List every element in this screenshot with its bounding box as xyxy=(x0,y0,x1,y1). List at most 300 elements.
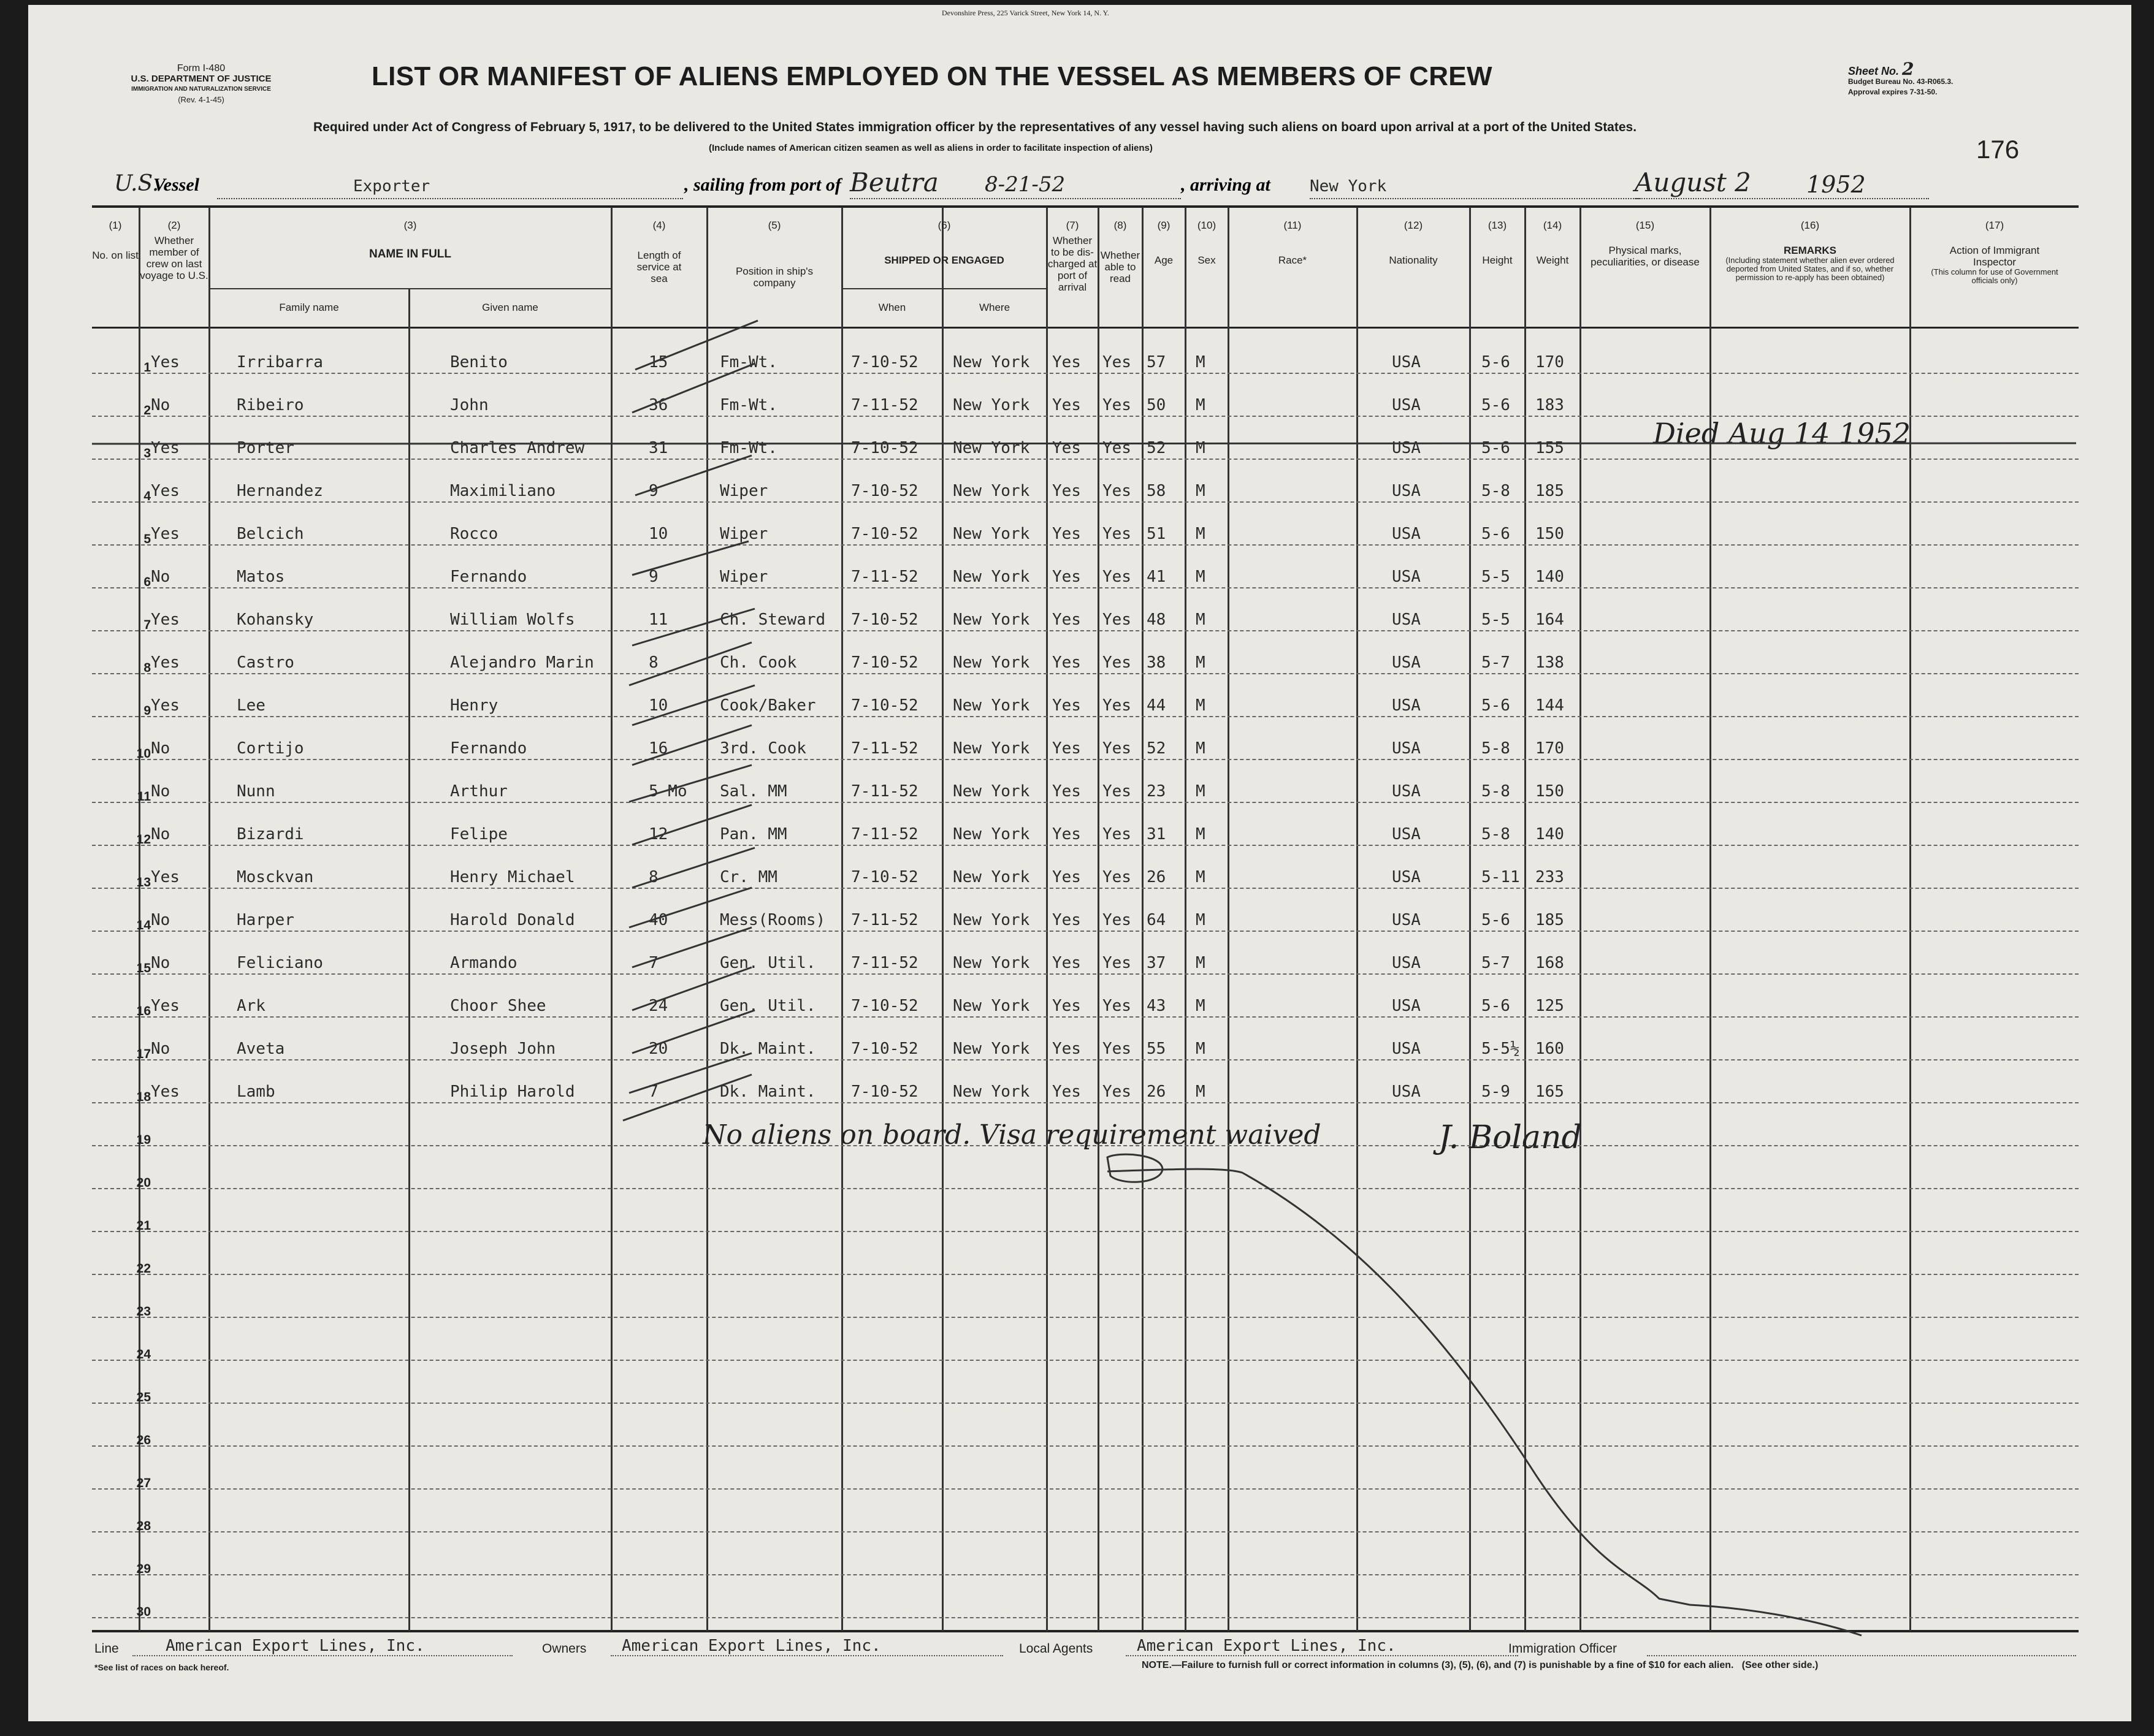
cell-shipped-when: 7-10-52 xyxy=(851,696,919,715)
cell-sex: M xyxy=(1196,911,1205,929)
cell-nationality: USA xyxy=(1392,353,1421,371)
row-number: 30 xyxy=(136,1605,151,1619)
row-rule xyxy=(92,1445,2079,1447)
local-agents-value: American Export Lines, Inc. xyxy=(1137,1637,1396,1655)
cell-age: 51 xyxy=(1147,525,1166,543)
cell-shipped-when: 7-10-52 xyxy=(851,1083,919,1101)
arriving-label: , arriving at xyxy=(1181,175,1270,195)
cell-family-name: Aveta xyxy=(237,1040,285,1058)
cell-shipped-where: New York xyxy=(953,782,1030,801)
cell-shipped-where: New York xyxy=(953,482,1030,500)
cell-nationality: USA xyxy=(1392,568,1421,586)
cell-yes-no: No xyxy=(151,739,170,758)
port-from: Beutra xyxy=(850,167,939,197)
cell-discharge: Yes xyxy=(1052,825,1081,843)
cell-nationality: USA xyxy=(1392,611,1421,629)
line-label: Line xyxy=(94,1642,119,1656)
cell-yes-no: Yes xyxy=(151,525,180,543)
cell-nationality: USA xyxy=(1392,696,1421,715)
cell-height: 5-5½ xyxy=(1481,1040,1520,1058)
cell-weight: 164 xyxy=(1535,611,1564,629)
cell-sex: M xyxy=(1196,439,1205,457)
cell-weight: 144 xyxy=(1535,696,1564,715)
cell-weight: 170 xyxy=(1535,353,1564,371)
row-rule xyxy=(92,673,2079,674)
col-3-header: (3) NAME IN FULL xyxy=(369,219,452,261)
cell-position: Fm-Wt. xyxy=(720,353,777,371)
col-10-header: (10) Sex xyxy=(1197,219,1216,266)
cell-family-name: Feliciano xyxy=(237,954,323,972)
cell-height: 5-11 xyxy=(1481,868,1520,886)
row-rule xyxy=(92,931,2079,932)
cell-service-length: 40 xyxy=(649,911,668,929)
cell-weight: 140 xyxy=(1535,825,1564,843)
row-number: 25 xyxy=(136,1390,151,1404)
cell-family-name: Porter xyxy=(237,439,294,457)
cell-given-name: Philip Harold xyxy=(450,1083,575,1101)
cell-yes-no: Yes xyxy=(151,868,180,886)
cell-given-name: Henry Michael xyxy=(450,868,575,886)
row-number: 18 xyxy=(136,1090,151,1104)
cell-position: Fm-Wt. xyxy=(720,439,777,457)
cell-sex: M xyxy=(1196,1083,1205,1101)
cell-able-to-read: Yes xyxy=(1102,439,1131,457)
cell-yes-no: No xyxy=(151,396,170,414)
cell-service-length: 12 xyxy=(649,825,668,843)
cell-height: 5-6 xyxy=(1481,396,1510,414)
cell-nationality: USA xyxy=(1392,439,1421,457)
cell-nationality: USA xyxy=(1392,782,1421,801)
row-number: 24 xyxy=(136,1347,151,1361)
cell-service-length: 9 xyxy=(649,568,659,586)
cell-shipped-when: 7-10-52 xyxy=(851,997,919,1015)
cell-sex: M xyxy=(1196,954,1205,972)
cell-height: 5-6 xyxy=(1481,911,1510,929)
row-number: 2 xyxy=(143,403,151,417)
cell-weight: 183 xyxy=(1535,396,1564,414)
immigration-officer-label: Immigration Officer xyxy=(1508,1642,1617,1656)
year: 1952 xyxy=(1806,171,1866,198)
cell-age: 41 xyxy=(1147,568,1166,586)
table-top-rule xyxy=(92,205,2079,208)
cell-weight: 138 xyxy=(1535,653,1564,672)
cell-shipped-when: 7-11-52 xyxy=(851,954,919,972)
cell-weight: 150 xyxy=(1535,525,1564,543)
cell-discharge: Yes xyxy=(1052,782,1081,801)
cell-nationality: USA xyxy=(1392,911,1421,929)
cell-discharge: Yes xyxy=(1052,396,1081,414)
cell-yes-no: No xyxy=(151,782,170,801)
cell-sex: M xyxy=(1196,396,1205,414)
col-7-header: (7) Whether to be dis-charged at port of arrival xyxy=(1047,219,1098,293)
row-rule xyxy=(92,1016,2079,1018)
row-number: 21 xyxy=(136,1219,151,1233)
cell-age: 26 xyxy=(1147,1083,1166,1101)
department: U.S. DEPARTMENT OF JUSTICE xyxy=(131,74,272,84)
cell-position: Wiper xyxy=(720,568,768,586)
cell-shipped-where: New York xyxy=(953,568,1030,586)
cell-height: 5-6 xyxy=(1481,353,1510,371)
cell-shipped-where: New York xyxy=(953,653,1030,672)
row-number: 13 xyxy=(136,875,151,889)
row-number: 5 xyxy=(143,532,151,546)
cell-weight: 165 xyxy=(1535,1083,1564,1101)
cell-sex: M xyxy=(1196,653,1205,672)
cell-able-to-read: Yes xyxy=(1102,1040,1131,1058)
cell-nationality: USA xyxy=(1392,739,1421,758)
form-number: Form I-480 xyxy=(177,63,226,74)
row-rule xyxy=(92,459,2079,460)
cell-family-name: Ribeiro xyxy=(237,396,304,414)
budget-bureau: Budget Bureau No. 43-R065.3. xyxy=(1848,77,1953,86)
cell-shipped-when: 7-11-52 xyxy=(851,739,919,758)
cell-family-name: Bizardi xyxy=(237,825,304,843)
row-rule xyxy=(92,802,2079,803)
cell-service-length: 8 xyxy=(649,653,659,672)
cell-given-name: Joseph John xyxy=(450,1040,556,1058)
cell-yes-no: Yes xyxy=(151,653,180,672)
cell-able-to-read: Yes xyxy=(1102,611,1131,629)
owners-label: Owners xyxy=(542,1642,587,1656)
cell-weight: 160 xyxy=(1535,1040,1564,1058)
cell-shipped-when: 7-11-52 xyxy=(851,911,919,929)
cell-height: 5-6 xyxy=(1481,696,1510,715)
cell-family-name: Matos xyxy=(237,568,285,586)
cell-weight: 140 xyxy=(1535,568,1564,586)
cell-shipped-where: New York xyxy=(953,1083,1030,1101)
row-rule xyxy=(92,630,2079,631)
col-17-header: (17) Action of Immigrant Inspector (This column for use of Government officials only) xyxy=(1931,219,2058,285)
cell-position: Sal. MM xyxy=(720,782,787,801)
cell-given-name: Choor Shee xyxy=(450,997,546,1015)
cell-able-to-read: Yes xyxy=(1102,525,1131,543)
page-number: 176 xyxy=(1976,135,2020,164)
cell-height: 5-5 xyxy=(1481,611,1510,629)
cell-service-length: 10 xyxy=(649,696,668,715)
cell-age: 23 xyxy=(1147,782,1166,801)
cell-weight: 185 xyxy=(1535,482,1564,500)
cell-yes-no: Yes xyxy=(151,611,180,629)
row-number: 3 xyxy=(143,446,151,460)
cell-age: 58 xyxy=(1147,482,1166,500)
cell-position: Ch. Steward xyxy=(720,611,826,629)
cell-shipped-when: 7-10-52 xyxy=(851,653,919,672)
row-number: 26 xyxy=(136,1433,151,1447)
cell-position: Dk. Maint. xyxy=(720,1083,816,1101)
row-rule xyxy=(92,1531,2079,1532)
cell-able-to-read: Yes xyxy=(1102,997,1131,1015)
cell-discharge: Yes xyxy=(1052,439,1081,457)
cell-remarks: Died Aug 14 1952 xyxy=(1653,417,1911,450)
row-number: 28 xyxy=(136,1519,151,1533)
cell-height: 5-7 xyxy=(1481,954,1510,972)
cell-shipped-when: 7-10-52 xyxy=(851,868,919,886)
col-1-header: (1) No. on list xyxy=(92,219,139,261)
cell-age: 57 xyxy=(1147,353,1166,371)
col-5-header: (5) Position in ship's company xyxy=(735,219,814,289)
cell-position: 3rd. Cook xyxy=(720,739,806,758)
row-number: 16 xyxy=(136,1004,151,1018)
cell-yes-no: No xyxy=(151,825,170,843)
cell-service-length: 16 xyxy=(649,739,668,758)
cell-height: 5-8 xyxy=(1481,482,1510,500)
arrival-date: August 2 xyxy=(1635,167,1751,197)
circle-mark xyxy=(1107,1154,1163,1182)
cell-shipped-when: 7-11-52 xyxy=(851,396,919,414)
cell-shipped-when: 7-11-52 xyxy=(851,568,919,586)
cell-given-name: Armando xyxy=(450,954,517,972)
col-4-header: (4) Length of service at sea xyxy=(636,219,682,284)
cell-able-to-read: Yes xyxy=(1102,396,1131,414)
row-rule xyxy=(92,1488,2079,1490)
cell-nationality: USA xyxy=(1392,1040,1421,1058)
row-rule xyxy=(92,1059,2079,1060)
cell-nationality: USA xyxy=(1392,1083,1421,1101)
cell-discharge: Yes xyxy=(1052,997,1081,1015)
cell-shipped-when: 7-10-52 xyxy=(851,525,919,543)
service: IMMIGRATION AND NATURALIZATION SERVICE xyxy=(131,86,271,93)
cell-given-name: Fernando xyxy=(450,739,527,758)
row-number: 6 xyxy=(143,575,151,589)
row-rule xyxy=(92,1360,2079,1361)
cell-discharge: Yes xyxy=(1052,696,1081,715)
cell-family-name: Irribarra xyxy=(237,353,323,371)
footer-note: NOTE.—Failure to furnish full or correct information in columns (3), (5), (6), and (7) is punishable by a fine of $10 for each alien. (See other side.) xyxy=(1142,1660,1819,1670)
cell-yes-no: Yes xyxy=(151,439,180,457)
row-rule xyxy=(92,1317,2079,1318)
cell-age: 55 xyxy=(1147,1040,1166,1058)
cell-shipped-where: New York xyxy=(953,868,1030,886)
cell-given-name: Benito xyxy=(450,353,508,371)
row-number: 12 xyxy=(136,832,151,847)
cell-given-name: Alejandro Marin xyxy=(450,653,594,672)
cell-given-name: William Wolfs xyxy=(450,611,575,629)
cell-sex: M xyxy=(1196,868,1205,886)
cell-sex: M xyxy=(1196,782,1205,801)
row-rule xyxy=(92,973,2079,975)
sailing-label: , sailing from port of xyxy=(684,175,841,195)
cell-service-length: 8 xyxy=(649,868,659,886)
manifest-sheet xyxy=(28,5,2131,1721)
row-number: 1 xyxy=(143,360,151,375)
sheet-label: Sheet No. xyxy=(1848,65,1900,77)
cell-shipped-when: 7-10-52 xyxy=(851,1040,919,1058)
cell-position: Ch. Cook xyxy=(720,653,797,672)
inspector-signature: J. Boland xyxy=(1438,1119,1582,1156)
where-header: Where xyxy=(979,302,1010,313)
cell-nationality: USA xyxy=(1392,954,1421,972)
cell-sex: M xyxy=(1196,825,1205,843)
row-rule xyxy=(92,501,2079,503)
cell-shipped-where: New York xyxy=(953,396,1030,414)
cell-able-to-read: Yes xyxy=(1102,482,1131,500)
cell-sex: M xyxy=(1196,696,1205,715)
row-number: 22 xyxy=(136,1262,151,1276)
cell-sex: M xyxy=(1196,611,1205,629)
cell-weight: 150 xyxy=(1535,782,1564,801)
col-8-header: (8) Whether able to read xyxy=(1100,219,1140,284)
cell-able-to-read: Yes xyxy=(1102,825,1131,843)
col-15-header: (15) Physical marks, peculiarities, or disease xyxy=(1591,219,1700,268)
cell-family-name: Hernandez xyxy=(237,482,323,500)
cell-able-to-read: Yes xyxy=(1102,868,1131,886)
cell-age: 52 xyxy=(1147,439,1166,457)
col-12-header: (12) Nationality xyxy=(1389,219,1438,266)
cell-family-name: Belcich xyxy=(237,525,304,543)
cell-age: 37 xyxy=(1147,954,1166,972)
cell-age: 38 xyxy=(1147,653,1166,672)
cell-shipped-where: New York xyxy=(953,1040,1030,1058)
sheet-number-block xyxy=(1848,59,1953,97)
cell-position: Gen. Util. xyxy=(720,954,816,972)
cell-family-name: Mosckvan xyxy=(237,868,314,886)
cell-shipped-when: 7-11-52 xyxy=(851,825,919,843)
table-bottom-rule xyxy=(92,1630,2079,1632)
owners-value: American Export Lines, Inc. xyxy=(622,1637,881,1655)
cell-age: 48 xyxy=(1147,611,1166,629)
cell-age: 50 xyxy=(1147,396,1166,414)
sail-date: 8-21-52 xyxy=(985,172,1066,197)
cell-age: 52 xyxy=(1147,739,1166,758)
cell-family-name: Cortijo xyxy=(237,739,304,758)
cell-discharge: Yes xyxy=(1052,611,1081,629)
row-number: 17 xyxy=(136,1047,151,1061)
cell-service-length: 9 xyxy=(649,482,659,500)
cell-family-name: Lee xyxy=(237,696,265,715)
cell-age: 44 xyxy=(1147,696,1166,715)
cell-shipped-when: 7-10-52 xyxy=(851,439,919,457)
cell-yes-no: Yes xyxy=(151,1083,180,1101)
cell-family-name: Ark xyxy=(237,997,265,1015)
us-prefix: U.S. xyxy=(114,171,159,196)
cell-service-length: 5 Mo xyxy=(649,782,687,801)
cell-shipped-where: New York xyxy=(953,739,1030,758)
row-number: 7 xyxy=(143,618,151,632)
cell-given-name: John xyxy=(450,396,489,414)
given-name-header: Given name xyxy=(482,302,538,313)
cell-age: 64 xyxy=(1147,911,1166,929)
row-rule xyxy=(92,845,2079,846)
cell-sex: M xyxy=(1196,1040,1205,1058)
cell-shipped-where: New York xyxy=(953,353,1030,371)
cell-service-length: 7 xyxy=(649,954,659,972)
cell-yes-no: No xyxy=(151,911,170,929)
cell-position: Dk. Maint. xyxy=(720,1040,816,1058)
cell-shipped-where: New York xyxy=(953,439,1030,457)
row-rule xyxy=(92,1231,2079,1232)
cell-discharge: Yes xyxy=(1052,525,1081,543)
cell-given-name: Fernando xyxy=(450,568,527,586)
cell-discharge: Yes xyxy=(1052,568,1081,586)
cell-given-name: Harold Donald xyxy=(450,911,575,929)
port-to: New York xyxy=(1310,177,1387,196)
cell-weight: 168 xyxy=(1535,954,1564,972)
cell-discharge: Yes xyxy=(1052,1040,1081,1058)
cell-given-name: Henry xyxy=(450,696,498,715)
row-rule xyxy=(92,1617,2079,1618)
cell-yes-no: No xyxy=(151,568,170,586)
cell-discharge: Yes xyxy=(1052,868,1081,886)
cell-shipped-when: 7-10-52 xyxy=(851,611,919,629)
cell-yes-no: Yes xyxy=(151,353,180,371)
cell-nationality: USA xyxy=(1392,396,1421,414)
cell-sex: M xyxy=(1196,997,1205,1015)
cell-position: Fm-Wt. xyxy=(720,396,777,414)
cell-discharge: Yes xyxy=(1052,482,1081,500)
cell-family-name: Harper xyxy=(237,911,294,929)
cell-position: Cr. MM xyxy=(720,868,777,886)
row-rule xyxy=(92,544,2079,546)
row-number: 4 xyxy=(143,489,151,503)
sheet-number: 2 xyxy=(1902,59,1914,79)
cell-discharge: Yes xyxy=(1052,653,1081,672)
cell-able-to-read: Yes xyxy=(1102,653,1131,672)
subtitle: Required under Act of Congress of February 5, 1917, to be delivered to the United States immigration officer by the representatives of any vessel having such aliens on board upon arrival at a port of the United States. xyxy=(313,120,1637,134)
approval-expires: Approval expires 7-31-50. xyxy=(1848,88,1938,96)
cell-sex: M xyxy=(1196,739,1205,758)
cell-sex: M xyxy=(1196,568,1205,586)
row-number: 15 xyxy=(136,961,151,975)
row-number: 9 xyxy=(143,704,151,718)
col-11-header: (11) Race* xyxy=(1278,219,1307,266)
cell-nationality: USA xyxy=(1392,997,1421,1015)
cell-height: 5-9 xyxy=(1481,1083,1510,1101)
row-rule xyxy=(92,1574,2079,1575)
cell-able-to-read: Yes xyxy=(1102,1083,1131,1101)
cell-able-to-read: Yes xyxy=(1102,782,1131,801)
col-13-header: (13) Height xyxy=(1482,219,1513,266)
races-note: *See list of races on back hereof. xyxy=(94,1662,229,1672)
cell-yes-no: Yes xyxy=(151,997,180,1015)
cell-yes-no: No xyxy=(151,1040,170,1058)
cell-shipped-where: New York xyxy=(953,696,1030,715)
cell-weight: 233 xyxy=(1535,868,1564,886)
cell-family-name: Lamb xyxy=(237,1083,275,1101)
cell-able-to-read: Yes xyxy=(1102,739,1131,758)
cell-shipped-where: New York xyxy=(953,911,1030,929)
cell-shipped-where: New York xyxy=(953,525,1030,543)
cell-shipped-where: New York xyxy=(953,825,1030,843)
cell-shipped-where: New York xyxy=(953,997,1030,1015)
line-value: American Export Lines, Inc. xyxy=(166,1637,425,1655)
row-rule xyxy=(92,888,2079,889)
cell-family-name: Nunn xyxy=(237,782,275,801)
cell-sex: M xyxy=(1196,482,1205,500)
vessel-label: Vessel xyxy=(153,175,199,195)
cell-given-name: Maximiliano xyxy=(450,482,556,500)
cell-able-to-read: Yes xyxy=(1102,911,1131,929)
cell-weight: 155 xyxy=(1535,439,1564,457)
cell-nationality: USA xyxy=(1392,525,1421,543)
cell-height: 5-6 xyxy=(1481,997,1510,1015)
revision: (Rev. 4-1-45) xyxy=(178,95,224,104)
col-14-header: (14) Weight xyxy=(1536,219,1569,266)
cell-nationality: USA xyxy=(1392,482,1421,500)
row-rule xyxy=(92,587,2079,588)
cell-discharge: Yes xyxy=(1052,954,1081,972)
cell-given-name: Charles Andrew xyxy=(450,439,585,457)
page-title: LIST OR MANIFEST OF ALIENS EMPLOYED ON THE VESSEL AS MEMBERS OF CREW xyxy=(372,61,1492,91)
col-16-header: (16) REMARKS (Including statement whether alien ever ordered deported from United States, and if so, whether permission to re-apply has been obtained) xyxy=(1725,219,1895,282)
cell-yes-no: No xyxy=(151,954,170,972)
cell-given-name: Rocco xyxy=(450,525,498,543)
cell-position: Cook/Baker xyxy=(720,696,816,715)
cell-age: 31 xyxy=(1147,825,1166,843)
row-rule xyxy=(92,759,2079,760)
printer-line: Devonshire Press, 225 Varick Street, New York 14, N. Y. xyxy=(942,9,1109,17)
cell-discharge: Yes xyxy=(1052,739,1081,758)
cell-service-length: 11 xyxy=(649,611,668,629)
